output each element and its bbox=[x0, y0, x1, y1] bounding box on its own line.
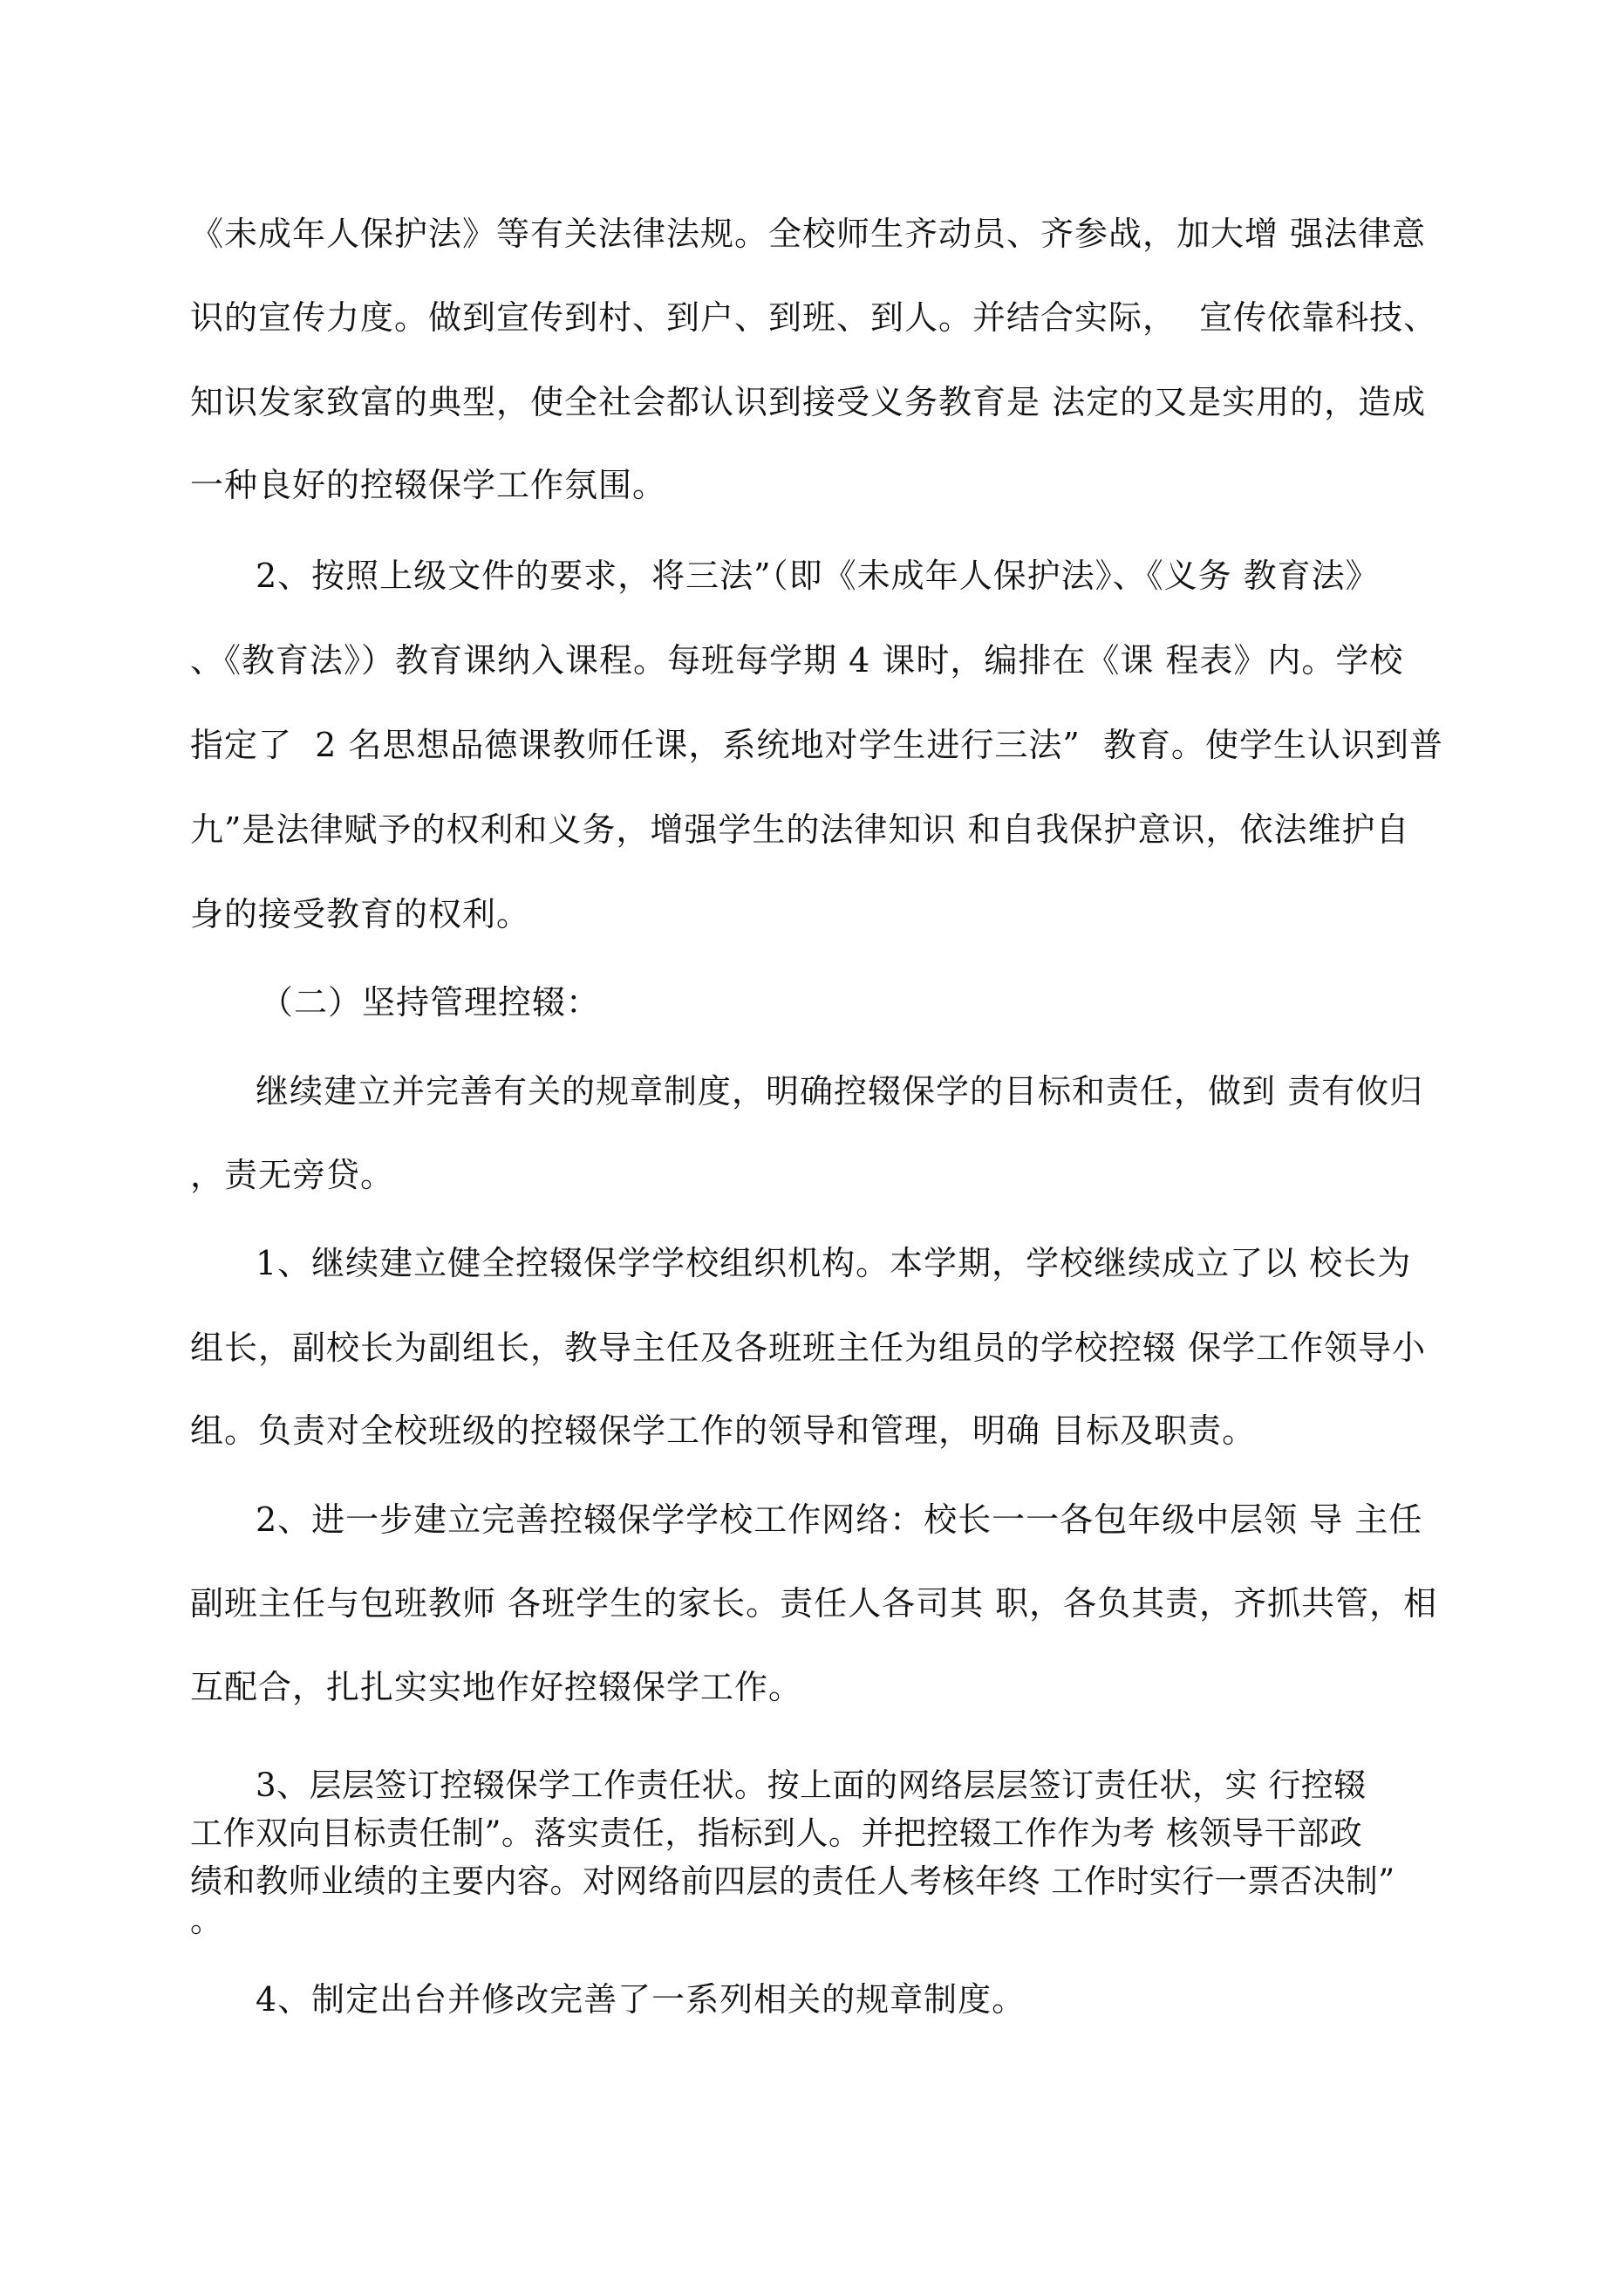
paragraph-line: 继续建立并完善有关的规章制度，明确控辍保学的目标和责任，做到 责有攸归 bbox=[256, 1072, 1424, 1110]
paragraph-line: ，责无旁贷。 bbox=[190, 1156, 395, 1194]
paragraph-line: 身的接受教育的权利。 bbox=[190, 895, 531, 933]
paragraph-line: 互配合，扎扎实实地作好控辍保学工作。 bbox=[190, 1668, 803, 1706]
paragraph-line: 组。负责对全校班级的控辍保学工作的领导和管理，明确 目标及职责。 bbox=[190, 1411, 1257, 1450]
paragraph-line: 一种良好的控辍保学工作氛围。 bbox=[190, 466, 667, 504]
paragraph-line: 3、层层签订控辍保学工作责任状。按上面的网络层层签订责任状，实 行控辍 bbox=[256, 1766, 1367, 1804]
paragraph-line: 2、进一步建立完善控辍保学学校工作网络：校长一一各包年级中层领 导 主任 bbox=[256, 1500, 1423, 1539]
paragraph-line: 识的宣传力度。做到宣传到村、到户、到班、到人。并结合实际， 宣传依靠科技、 bbox=[190, 298, 1438, 337]
paragraph-line: 。 bbox=[190, 1902, 223, 1939]
paragraph-line: 知识发家致富的典型，使全社会都认识到接受义务教育是 法定的又是实用的，造成 bbox=[190, 383, 1427, 421]
paragraph-line: 1、继续建立健全控辍保学学校组织机构。本学期，学校继续成立了以 校长为 bbox=[256, 1244, 1412, 1282]
paragraph-line: 、《教育法》）教育课纳入课程。每班每学期 4 课时，编排在《课 程表》内。学校 bbox=[190, 641, 1404, 680]
paragraph-line: 《未成年人保护法》等有关法律法规。全校师生齐动员、齐参战，加大增 强法律意 bbox=[190, 215, 1427, 253]
paragraph-line: 指定了 2 名思想品德课教师任课，系统地对学生进行三法” 教育。使学生认识到普 bbox=[190, 726, 1444, 764]
paragraph-line: 绩和教师业绩的主要内容。对网络前四层的责任人考核年终 工作时实行一票否决制” bbox=[190, 1862, 1395, 1900]
paragraph-line: 工作双向目标责任制”。落实责任，指标到人。并把控辍工作作为考 核领导干部政 bbox=[190, 1814, 1363, 1852]
section-heading: （二）坚持管理控辍： bbox=[260, 983, 601, 1022]
paragraph-line: 2、按照上级文件的要求，将三法”（即《未成年人保护法》、《义务 教育法》 bbox=[256, 557, 1380, 595]
paragraph-line: 副班主任与包班教师 各班学生的家长。责任人各司其 职，各负其责，齐抓共管，相 bbox=[190, 1584, 1438, 1623]
paragraph-line: 4、制定出台并修改完善了一系列相关的规章制度。 bbox=[256, 1980, 1026, 2019]
paragraph-line: 组长，副校长为副组长，教导主任及各班班主任为组员的学校控辍 保学工作领导小 bbox=[190, 1329, 1427, 1367]
paragraph-line: 九”是法律赋予的权利和义务，增强学生的法律知识 和自我保护意识，依法维护自 bbox=[190, 810, 1410, 849]
